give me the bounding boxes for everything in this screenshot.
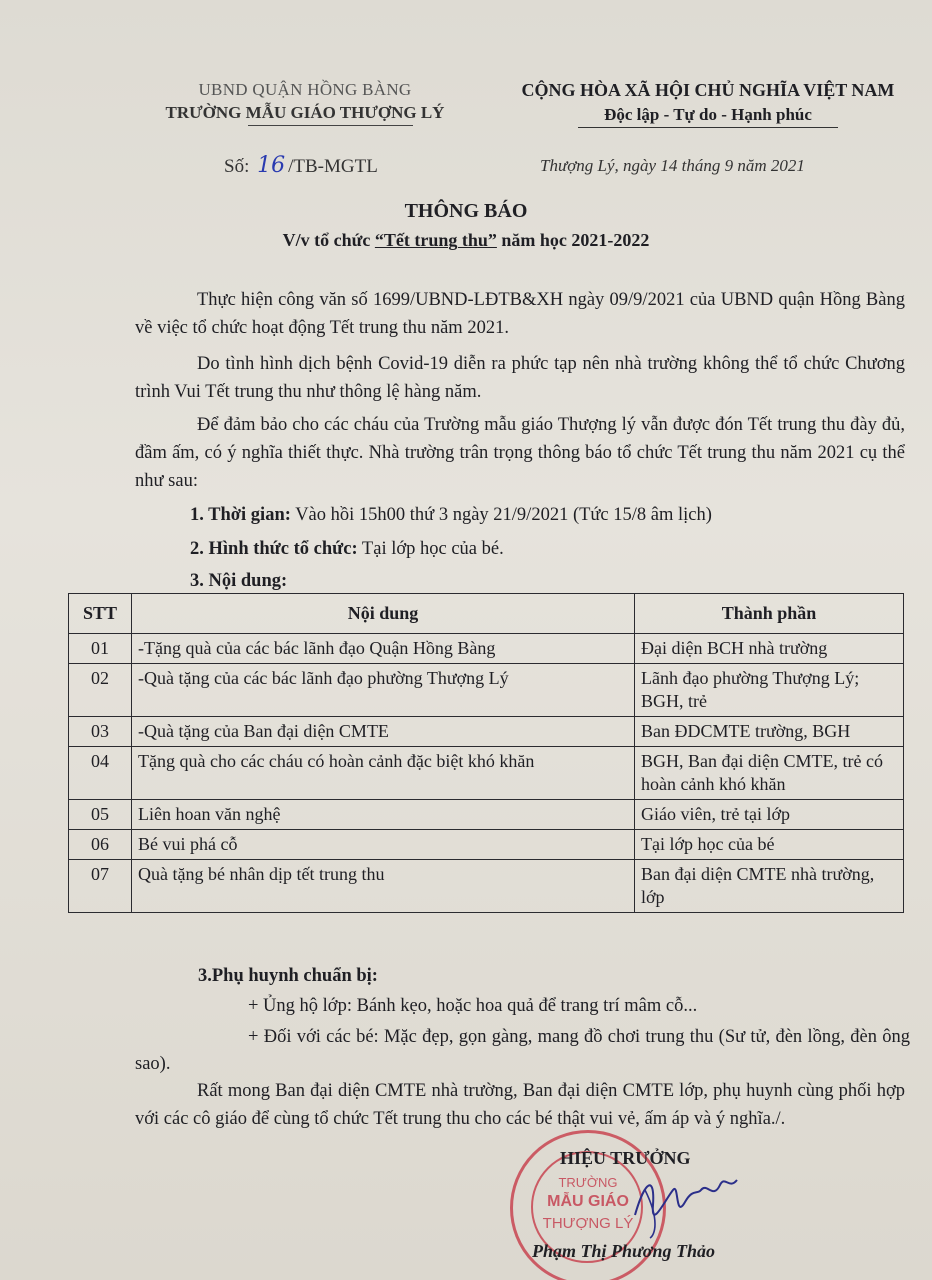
column-header: STT — [69, 594, 132, 634]
row-content: Liên hoan văn nghệ — [132, 800, 635, 830]
table-row — [69, 747, 904, 800]
handwritten-number: 16 — [257, 153, 286, 178]
document-number — [224, 153, 378, 178]
parents-bullet-2 — [135, 1024, 910, 1078]
row-participants: Ban ĐDCMTE trường, BGH — [635, 717, 904, 747]
subtitle-prefix: V/v tổ chức — [282, 230, 375, 250]
paragraph-2 — [135, 350, 905, 406]
seal-line-2: MẪU GIÁO — [547, 1193, 629, 1210]
form-value: Tại lớp học của bé. — [357, 539, 504, 559]
school-name: TRƯỜNG MẪU GIÁO THƯỢNG LÝ — [165, 103, 445, 122]
row-index: 01 — [69, 634, 132, 664]
motto-underline — [578, 127, 838, 128]
row-index: 03 — [69, 717, 132, 747]
paragraph-text: Do tình hình dịch bệnh Covid-19 diễn ra phức tạp nên nhà trường không thể tổ chức Chương trình Vui Tết trung thu như thông lệ hàng năm. — [135, 354, 905, 402]
row-index: 04 — [69, 747, 132, 800]
item-time — [190, 502, 712, 528]
parents-heading — [198, 963, 378, 989]
row-content: -Quà tặng của các bác lãnh đạo phường Thượng Lý — [132, 664, 635, 717]
table-row — [69, 860, 904, 913]
row-content: Tặng quà cho các cháu có hoàn cảnh đặc biệt khó khăn — [132, 747, 635, 800]
table-header-row — [69, 594, 904, 634]
row-participants: BGH, Ban đại diện CMTE, trẻ có hoàn cảnh khó khăn — [635, 747, 904, 800]
signer-name: Phạm Thị Phương Thảo — [532, 1241, 715, 1261]
document-title: THÔNG BÁO — [404, 200, 528, 222]
row-index: 02 — [69, 664, 132, 717]
school-underline — [248, 125, 413, 126]
seal-line-1: TRƯỜNG — [558, 1175, 618, 1190]
row-content: Bé vui phá cỗ — [132, 830, 635, 860]
closing-paragraph — [135, 1077, 905, 1133]
table-row — [69, 664, 904, 717]
row-participants: Giáo viên, trẻ tại lớp — [635, 800, 904, 830]
row-participants: Đại diện BCH nhà trường — [635, 634, 904, 664]
row-participants: Lãnh đạo phường Thượng Lý; BGH, trẻ — [635, 664, 904, 717]
subtitle-suffix: năm học 2021-2022 — [496, 230, 650, 250]
authority-name: UBND QUẬN HỒNG BÀNG — [198, 80, 412, 99]
content-label: 3. Nội dung: — [190, 571, 288, 591]
row-index: 07 — [69, 860, 132, 913]
time-value: Vào hồi 15h00 thứ 3 ngày 21/9/2021 (Tức 15/8 âm lịch) — [290, 505, 712, 525]
parents-heading-text: 3.Phụ huynh chuẩn bị: — [198, 966, 378, 986]
program-table — [68, 593, 904, 913]
paragraph-text: Thực hiện công văn số 1699/UBND-LĐTB&XH ngày 09/9/2021 của UBND quận Hồng Bàng về việc tổ chức hoạt động Tết trung thu năm 2021. — [135, 290, 905, 338]
row-index: 06 — [69, 830, 132, 860]
table-row — [69, 800, 904, 830]
row-participants: Ban đại diện CMTE nhà trường, lớp — [635, 860, 904, 913]
row-index: 05 — [69, 800, 132, 830]
time-label: 1. Thời gian: — [190, 505, 291, 525]
parents-bullet-1: + Ủng hộ lớp: Bánh kẹo, hoặc hoa quả để trang trí mâm cỗ... — [248, 996, 698, 1016]
item-form — [190, 536, 504, 562]
row-content: Quà tặng bé nhân dịp tết trung thu — [132, 860, 635, 913]
issuer-header — [130, 80, 480, 126]
column-header: Thành phần — [635, 594, 904, 634]
national-motto: Độc lập - Tự do - Hạnh phúc — [604, 105, 812, 124]
document-subtitle — [0, 230, 932, 251]
table-row — [69, 634, 904, 664]
row-content: -Tặng quà của các bác lãnh đạo Quận Hồng Bàng — [132, 634, 635, 664]
country-name: CỘNG HÒA XÃ HỘI CHỦ NGHĨA VIỆT NAM — [521, 80, 895, 100]
table-row — [69, 717, 904, 747]
bullet-text: + Đối với các bé: Mặc đẹp, gọn gàng, mang đồ chơi trung thu (Sư tử, đèn lồng, đèn ông sao). — [135, 1027, 910, 1074]
number-suffix: /TB-MGTL — [288, 156, 378, 177]
handwritten-signature — [625, 1160, 745, 1240]
closing-text: Rất mong Ban đại diện CMTE nhà trường, Ban đại diện CMTE lớp, phụ huynh cùng phối hợp với các cô giáo để cùng tổ chức Tết trung thu cho các bé thật vui vẻ, ấm áp và ý nghĩa./. — [135, 1081, 905, 1129]
column-header: Nội dung — [132, 594, 635, 634]
paragraph-3 — [135, 411, 905, 495]
document-date: Thượng Lý, ngày 14 tháng 9 năm 2021 — [540, 156, 805, 175]
form-label: 2. Hình thức tổ chức: — [190, 539, 358, 559]
subtitle-event: “Tết trung thu” — [374, 230, 497, 250]
item-content — [190, 568, 287, 594]
paragraph-text: Để đảm bảo cho các cháu của Trường mẫu giáo Thượng lý vẫn được đón Tết trung thu đày đủ, đầm ấm, có ý nghĩa thiết thực. Nhà trường trân trọng thông báo tổ chức Tết trung thu năm 2021 cụ thể như sau: — [135, 415, 905, 491]
row-participants: Tại lớp học của bé — [635, 830, 904, 860]
seal-line-3: THƯỢNG LÝ — [542, 1215, 634, 1232]
paragraph-1 — [135, 286, 905, 342]
table-row — [69, 830, 904, 860]
number-label: Số: — [224, 156, 250, 177]
signer-title: HIỆU TRƯỞNG — [560, 1148, 691, 1168]
row-content: -Quà tặng của Ban đại diện CMTE — [132, 717, 635, 747]
national-header — [488, 80, 928, 128]
